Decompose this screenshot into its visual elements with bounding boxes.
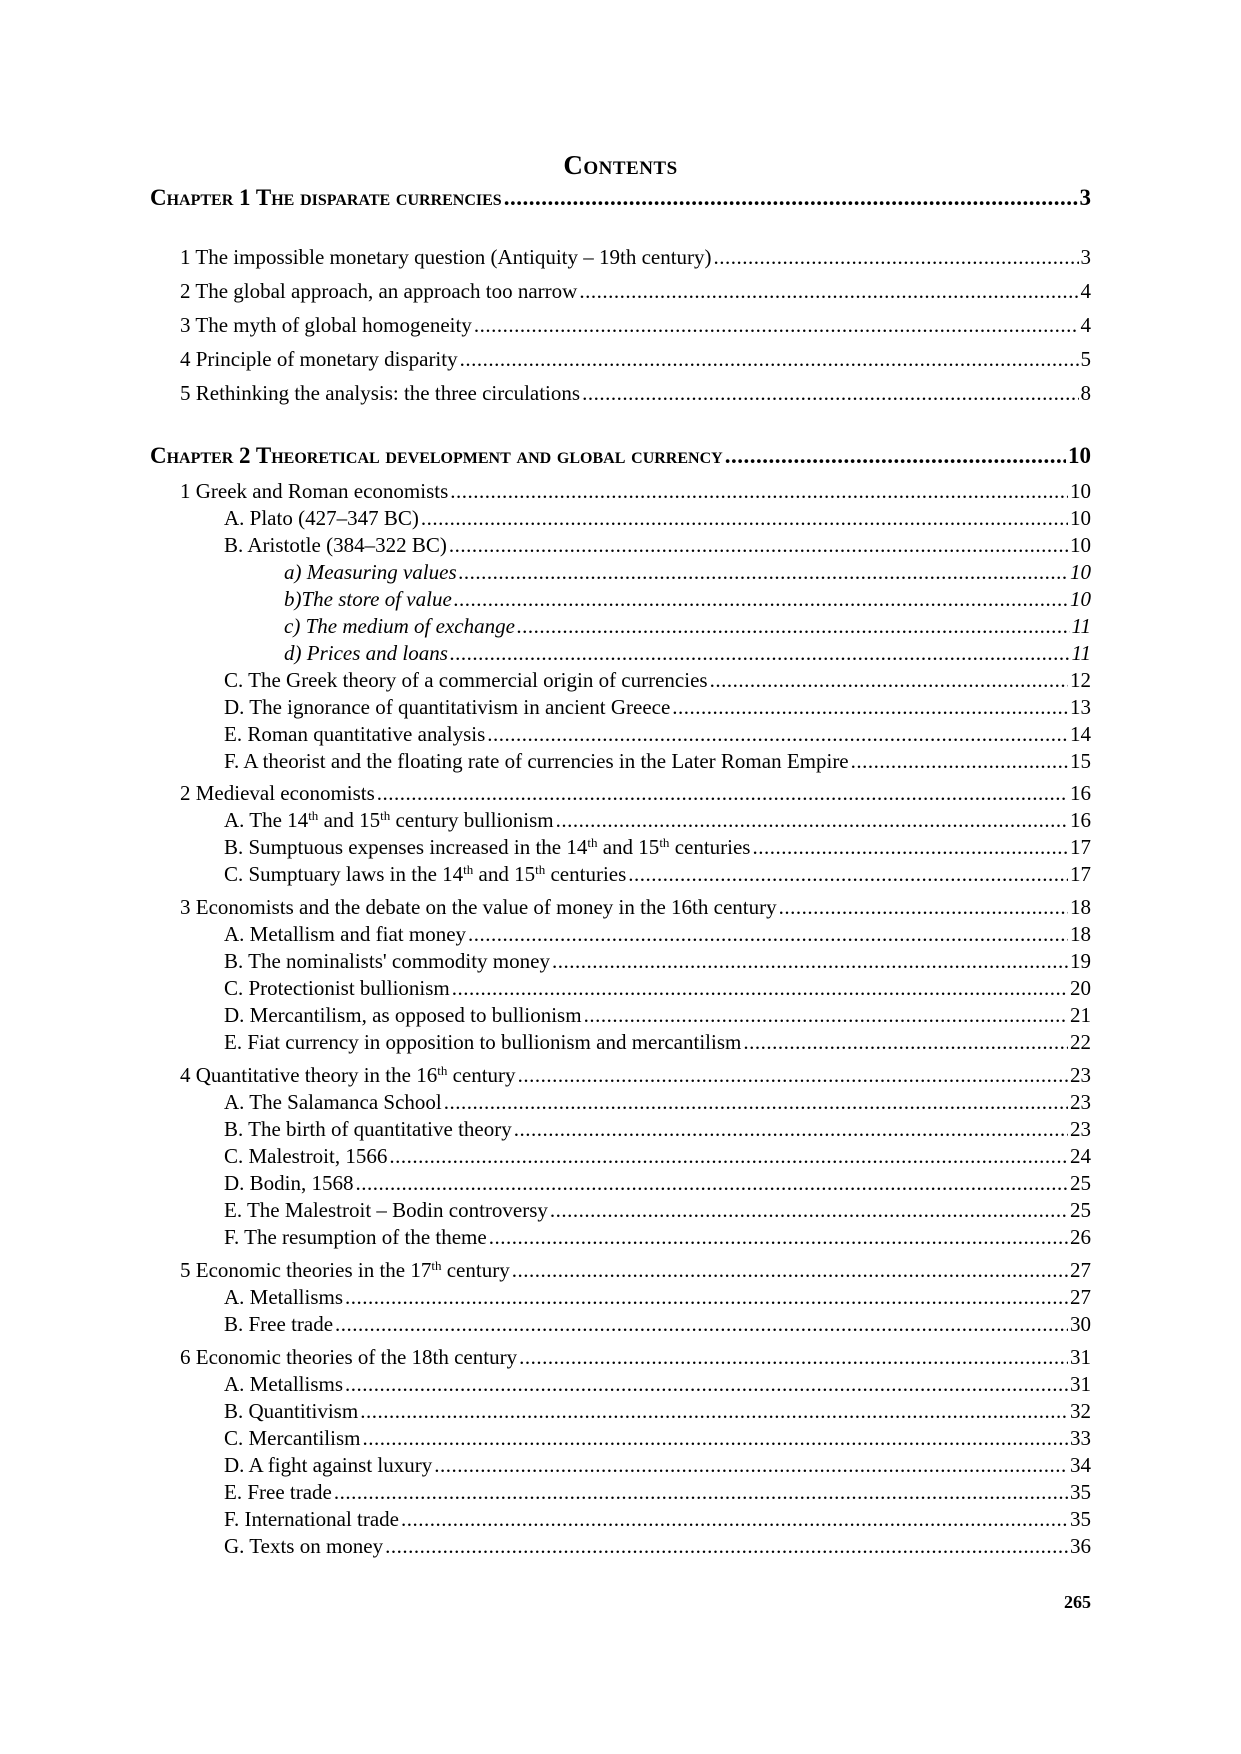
dot-leader [452,976,1068,1000]
dot-leader [345,1285,1068,1309]
dot-leader [449,533,1068,557]
dot-leader [512,1258,1068,1282]
subsection-label: D. Bodin, 1568 [224,1171,354,1195]
toc-section[interactable] [180,1345,1091,1369]
page-ref: 18 [1070,922,1091,946]
toc-subsection[interactable] [224,1399,1091,1423]
page-ref: 10 [1070,587,1091,611]
toc-subsection[interactable] [224,1507,1091,1531]
toc-chapter-2[interactable] [150,443,1091,469]
dot-leader [579,279,1078,303]
dot-leader [450,641,1070,665]
page-ref: 10 [1070,506,1091,530]
dot-leader [487,722,1068,746]
page-ref: 10 [1068,443,1091,468]
page-ref: 16 [1070,808,1091,832]
subsection-label: A. Metallisms [224,1285,343,1309]
subsection-label: C. Malestroit, 1566 [224,1144,388,1168]
dot-leader [401,1507,1068,1531]
section-label: 3 Economists and the debate on the value of money in the 16th century [180,895,777,919]
dot-leader [725,443,1066,469]
subsubsection-label: b)The store of value [284,587,452,611]
page-ref: 10 [1070,533,1091,557]
dot-leader [489,1225,1068,1249]
dot-leader [743,1030,1068,1054]
toc-subsection[interactable] [224,976,1091,1000]
toc-subsection[interactable] [224,949,1091,973]
page-ref: 4 [1080,279,1091,303]
subsection-label: C. Mercantilism [224,1426,361,1450]
toc-subsection[interactable] [224,1117,1091,1141]
toc-subsection[interactable] [224,749,1091,773]
subsubsection-label: a) Measuring values [284,560,457,584]
subsection-label: C. Protectionist bullionism [224,976,450,1000]
dot-leader [517,614,1070,638]
subsection-label: B. Free trade [224,1312,334,1336]
subsection-label: B. The birth of quantitative theory [224,1117,512,1141]
toc-subsubsection[interactable] [284,641,1091,665]
dot-leader [450,479,1068,503]
dot-leader [434,1453,1068,1477]
section-label: 4 Quantitative theory in the 16th century [180,1062,516,1087]
subsubsection-label: d) Prices and loans [284,641,448,665]
page-ref: 8 [1080,381,1091,405]
dot-leader [362,1426,1068,1450]
page-ref: 23 [1070,1090,1091,1114]
subsection-label: B. The nominalists' commodity money [224,949,550,973]
page-ref: 30 [1070,1312,1091,1336]
page-ref: 35 [1070,1480,1091,1504]
subsection-label: E. Fiat currency in opposition to bullionism and mercantilism [224,1030,742,1054]
toc-subsection[interactable] [224,1312,1091,1336]
page-ref: 31 [1070,1372,1091,1396]
subsection-label: E. Free trade [224,1480,332,1504]
page-ref: 34 [1070,1453,1091,1477]
toc-section[interactable] [180,313,1091,337]
toc-section[interactable] [180,895,1091,919]
toc-subsection[interactable] [224,1003,1091,1027]
dot-leader [460,347,1079,371]
subsection-label: E. Roman quantitative analysis [224,722,486,746]
section-label: 4 Principle of monetary disparity [180,347,458,371]
toc-subsubsection[interactable] [284,614,1091,638]
page-ref: 10 [1070,560,1091,584]
page-ref: 20 [1070,976,1091,1000]
page-ref: 21 [1070,1003,1091,1027]
chapter-title: Chapter 1 The disparate currencies [150,185,502,210]
toc-subsection[interactable] [224,1372,1091,1396]
subsection-label: C. Sumptuary laws in the 14th and 15th centuries [224,861,627,886]
page-ref: 14 [1070,722,1091,746]
dot-leader [714,245,1079,269]
subsection-label: D. The ignorance of quantitativism in ancient Greece [224,695,671,719]
toc-subsection[interactable] [224,835,1091,859]
subsection-label: A. Metallisms [224,1372,343,1396]
toc-subsection[interactable] [224,506,1091,530]
dot-leader [752,835,1068,859]
subsection-label: A. Metallism and fiat money [224,922,467,946]
page-ref: 5 [1080,347,1091,371]
toc-subsection[interactable] [224,1453,1091,1477]
toc-section[interactable] [180,245,1091,269]
page-ref: 16 [1070,781,1091,805]
toc-subsubsection[interactable] [284,560,1091,584]
page-ref: 13 [1070,695,1091,719]
toc-subsection[interactable] [224,1225,1091,1249]
section-label: 5 Economic theories in the 17th century [180,1257,510,1282]
dot-leader [377,781,1068,805]
chapter-title: Chapter 2 Theoretical development and global currency [150,443,723,468]
toc-subsection[interactable] [224,1171,1091,1195]
page-ref: 31 [1070,1345,1091,1369]
page-ref: 10 [1070,479,1091,503]
subsection-label: D. A fight against luxury [224,1453,433,1477]
toc-chapter-1[interactable] [150,185,1091,211]
subsection-label: A. The Salamanca School [224,1090,442,1114]
subsection-label: C. The Greek theory of a commercial origin of currencies [224,668,708,692]
page-title: Contents [563,150,678,180]
page-ref: 35 [1070,1507,1091,1531]
toc-subsection[interactable] [224,1198,1091,1222]
page-ref: 12 [1070,668,1091,692]
page-ref: 17 [1070,835,1091,859]
subsection-label: E. The Malestroit – Bodin controversy [224,1198,548,1222]
page-ref: 33 [1070,1426,1091,1450]
subsection-label: F. International trade [224,1507,400,1531]
dot-leader [356,1171,1068,1195]
dot-leader [514,1117,1068,1141]
toc-subsection[interactable] [224,533,1091,557]
subsubsection-label: c) The medium of exchange [284,614,515,638]
dot-leader [550,1198,1068,1222]
toc-section[interactable] [180,347,1091,371]
toc-subsection[interactable] [224,1426,1091,1450]
dot-leader [335,1312,1068,1336]
dot-leader [710,668,1068,692]
dot-leader [474,313,1079,337]
toc-subsection[interactable] [224,862,1091,886]
subsection-label: F. A theorist and the floating rate of currencies in the Later Roman Empire [224,749,849,773]
dot-leader [504,185,1078,211]
dot-leader [334,1480,1068,1504]
page-ref: 32 [1070,1399,1091,1423]
toc-subsection[interactable] [224,1090,1091,1114]
subsection-label: F. The resumption of the theme [224,1225,487,1249]
subsection-label: D. Mercantilism, as opposed to bullionism [224,1003,582,1027]
page-ref: 11 [1071,614,1091,638]
dot-leader [385,1534,1068,1558]
toc-section[interactable] [180,1258,1091,1282]
dot-leader [459,560,1068,584]
subsection-label: G. Texts on money [224,1534,384,1558]
toc-subsection[interactable] [224,1030,1091,1054]
toc-subsection[interactable] [224,808,1091,832]
page-ref: 23 [1070,1117,1091,1141]
toc-subsection[interactable] [224,722,1091,746]
dot-leader [519,1345,1068,1369]
dot-leader [518,1063,1068,1087]
section-label: 3 The myth of global homogeneity [180,313,472,337]
toc-subsection[interactable] [224,1534,1091,1558]
dot-leader [389,1144,1068,1168]
page-ref: 3 [1080,245,1091,269]
dot-leader [552,949,1068,973]
toc-section[interactable] [180,479,1091,503]
toc-section[interactable] [180,781,1091,805]
toc-section[interactable] [180,381,1091,405]
page-ref: 27 [1070,1258,1091,1282]
section-label: 1 Greek and Roman economists [180,479,449,503]
toc-section[interactable] [180,279,1091,303]
section-label: 5 Rethinking the analysis: the three circulations [180,381,581,405]
dot-leader [468,922,1068,946]
toc-subsubsection[interactable] [284,587,1091,611]
toc-subsection[interactable] [224,922,1091,946]
page-ref: 24 [1070,1144,1091,1168]
page-ref: 36 [1070,1534,1091,1558]
page-ref: 15 [1070,749,1091,773]
dot-leader [454,587,1068,611]
dot-leader [851,749,1068,773]
page-ref: 11 [1071,641,1091,665]
page-ref: 22 [1070,1030,1091,1054]
section-label: 6 Economic theories of the 18th century [180,1345,518,1369]
page-ref: 3 [1079,185,1091,210]
page-ref: 19 [1070,949,1091,973]
toc-subsection[interactable] [224,668,1091,692]
subsection-label: B. Sumptuous expenses increased in the 14th and 15th centuries [224,834,751,859]
page-ref: 27 [1070,1285,1091,1309]
toc-subsection[interactable] [224,695,1091,719]
dot-leader [779,895,1068,919]
subsection-label: A. The 14th and 15th century bullionism [224,807,554,832]
dot-leader [628,862,1068,886]
page-ref: 18 [1070,895,1091,919]
dot-leader [421,506,1068,530]
subsection-label: B. Quantitivism [224,1399,359,1423]
dot-leader [444,1090,1068,1114]
page-number: 265 [1064,1592,1091,1612]
subsection-label: A. Plato (427–347 BC) [224,506,419,530]
dot-leader [556,808,1068,832]
page-ref: 23 [1070,1063,1091,1087]
page-ref: 4 [1080,313,1091,337]
page-ref: 17 [1070,862,1091,886]
dot-leader [582,381,1078,405]
dot-leader [672,695,1068,719]
toc-section[interactable] [180,1063,1091,1087]
page-ref: 25 [1070,1198,1091,1222]
section-label: 2 Medieval economists [180,781,375,805]
dot-leader [360,1399,1068,1423]
toc-subsection[interactable] [224,1480,1091,1504]
section-label: 2 The global approach, an approach too narrow [180,279,578,303]
toc-subsection[interactable] [224,1285,1091,1309]
toc-subsection[interactable] [224,1144,1091,1168]
page-ref: 26 [1070,1225,1091,1249]
section-label: 1 The impossible monetary question (Antiquity – 19th century) [180,245,712,269]
page-ref: 25 [1070,1171,1091,1195]
dot-leader [345,1372,1068,1396]
subsection-label: B. Aristotle (384–322 BC) [224,533,447,557]
dot-leader [584,1003,1068,1027]
